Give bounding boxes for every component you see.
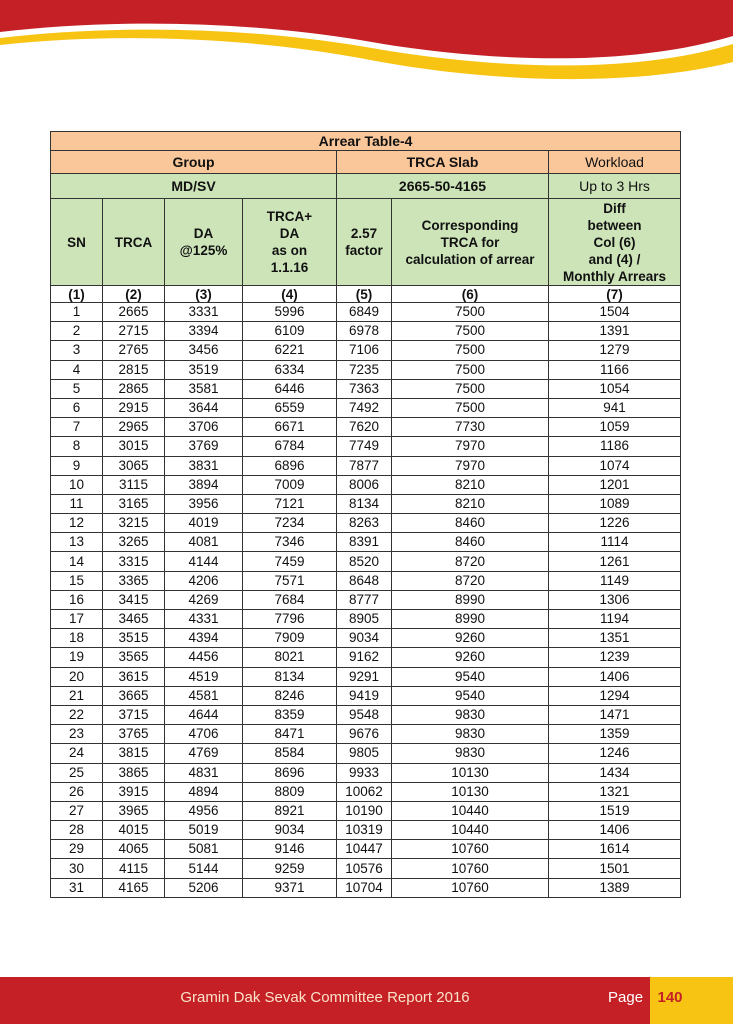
table-cell: 3894	[165, 475, 243, 494]
table-cell: 9540	[392, 686, 549, 705]
table-cell: 5081	[165, 840, 243, 859]
table-cell: 6978	[337, 322, 392, 341]
table-cell: 4065	[103, 840, 165, 859]
page-footer	[0, 977, 733, 1024]
table-cell: 20	[51, 667, 103, 686]
table-cell: 9548	[337, 705, 392, 724]
table-cell: 4519	[165, 667, 243, 686]
column-number: (7)	[549, 286, 681, 303]
table-cell: 2965	[103, 418, 165, 437]
table-cell: 2865	[103, 379, 165, 398]
column-number: (6)	[392, 286, 549, 303]
table-cell: 8809	[243, 782, 337, 801]
column-header-line: DA	[279, 226, 300, 241]
table-cell: 3394	[165, 322, 243, 341]
column-header	[165, 199, 243, 286]
table-cell: 9371	[243, 878, 337, 897]
table-row	[51, 552, 681, 571]
table-cell: 8520	[337, 552, 392, 571]
table-cell: 10760	[392, 859, 549, 878]
table-cell: 8777	[337, 590, 392, 609]
table-cell: 8990	[392, 610, 549, 629]
table-cell: 3581	[165, 379, 243, 398]
table-cell: 1226	[549, 514, 681, 533]
table-cell: 15	[51, 571, 103, 590]
table-cell: 1201	[549, 475, 681, 494]
top-banner-decoration	[0, 0, 733, 90]
table-cell: 10704	[337, 878, 392, 897]
table-row	[51, 821, 681, 840]
table-cell: 1501	[549, 859, 681, 878]
table-cell: 7346	[243, 533, 337, 552]
table-cell: 12	[51, 514, 103, 533]
table-cell: 3015	[103, 437, 165, 456]
table-cell: 3831	[165, 456, 243, 475]
table-cell: 4144	[165, 552, 243, 571]
table-cell: 3331	[165, 303, 243, 322]
table-cell: 3665	[103, 686, 165, 705]
column-header	[103, 199, 165, 286]
table-cell: 7730	[392, 418, 549, 437]
column-header-line: calculation of arrear	[405, 251, 535, 267]
table-cell: 3456	[165, 341, 243, 360]
table-cell: 9933	[337, 763, 392, 782]
table-cell: 1321	[549, 782, 681, 801]
table-cell: 9259	[243, 859, 337, 878]
table-row	[51, 782, 681, 801]
table-cell: 23	[51, 725, 103, 744]
table-cell: 10576	[337, 859, 392, 878]
table-cell: 9830	[392, 725, 549, 744]
table-row	[51, 629, 681, 648]
table-cell: 7909	[243, 629, 337, 648]
table-cell: 8584	[243, 744, 337, 763]
table-cell: 7684	[243, 590, 337, 609]
table-cell: 17	[51, 610, 103, 629]
table-cell: 3865	[103, 763, 165, 782]
table-cell: 1261	[549, 552, 681, 571]
table-cell: 8460	[392, 514, 549, 533]
table-cell: 3715	[103, 705, 165, 724]
table-cell: 1294	[549, 686, 681, 705]
table-cell: 7571	[243, 571, 337, 590]
table-cell: 6334	[243, 360, 337, 379]
table-cell: 2915	[103, 398, 165, 417]
table-cell: 7970	[392, 456, 549, 475]
table-cell: 7363	[337, 379, 392, 398]
arrear-table-container	[50, 131, 680, 898]
table-cell: 8921	[243, 801, 337, 820]
column-header-line: TRCA	[114, 234, 153, 250]
table-row	[51, 494, 681, 513]
table-row	[51, 705, 681, 724]
table-cell: 10	[51, 475, 103, 494]
table-row	[51, 341, 681, 360]
table-cell: 8648	[337, 571, 392, 590]
table-cell: 6849	[337, 303, 392, 322]
table-cell: 31	[51, 878, 103, 897]
table-cell: 3515	[103, 629, 165, 648]
table-cell: 3565	[103, 648, 165, 667]
table-cell: 6784	[243, 437, 337, 456]
table-cell: 1391	[549, 322, 681, 341]
column-header-line: TRCA for	[440, 234, 500, 250]
table-cell: 4456	[165, 648, 243, 667]
table-cell: 4	[51, 360, 103, 379]
table-cell: 5019	[165, 821, 243, 840]
column-header-line: between	[587, 217, 642, 233]
table-row	[51, 610, 681, 629]
table-cell: 4269	[165, 590, 243, 609]
table-cell: 3765	[103, 725, 165, 744]
table-row	[51, 667, 681, 686]
table-cell: 1434	[549, 763, 681, 782]
column-header-line: DA	[193, 226, 214, 241]
table-cell: 4165	[103, 878, 165, 897]
table-row	[51, 744, 681, 763]
table-cell: 3065	[103, 456, 165, 475]
column-header-line: @125%	[179, 243, 228, 258]
table-row	[51, 590, 681, 609]
table-cell: 7500	[392, 341, 549, 360]
table-row	[51, 398, 681, 417]
table-cell: 1186	[549, 437, 681, 456]
table-cell: 7121	[243, 494, 337, 513]
table-cell: 7500	[392, 379, 549, 398]
column-header-line: Col (6)	[593, 234, 636, 250]
table-cell: 6559	[243, 398, 337, 417]
table-cell: 1054	[549, 379, 681, 398]
table-cell: 941	[549, 398, 681, 417]
table-cell: 6221	[243, 341, 337, 360]
table-cell: 22	[51, 705, 103, 724]
table-cell: 9034	[243, 821, 337, 840]
column-number: (2)	[103, 286, 165, 303]
table-cell: 1	[51, 303, 103, 322]
table-row	[51, 801, 681, 820]
table-cell: 10440	[392, 801, 549, 820]
table-cell: 9260	[392, 629, 549, 648]
table-row	[51, 418, 681, 437]
table-cell: 8246	[243, 686, 337, 705]
table-cell: 8720	[392, 571, 549, 590]
column-header-line: TRCA+	[266, 209, 313, 224]
table-cell: 14	[51, 552, 103, 571]
table-cell: 8720	[392, 552, 549, 571]
table-cell: 2665	[103, 303, 165, 322]
table-cell: 7500	[392, 398, 549, 417]
table-cell: 7620	[337, 418, 392, 437]
table-cell: 4019	[165, 514, 243, 533]
table-cell: 9146	[243, 840, 337, 859]
table-cell: 7009	[243, 475, 337, 494]
table-cell: 2	[51, 322, 103, 341]
table-cell: 4581	[165, 686, 243, 705]
table-cell: 10062	[337, 782, 392, 801]
column-header	[392, 199, 549, 286]
table-row	[51, 456, 681, 475]
table-cell: 1246	[549, 744, 681, 763]
table-cell: 10760	[392, 840, 549, 859]
table-cell: 2815	[103, 360, 165, 379]
table-cell: 3	[51, 341, 103, 360]
table-cell: 9260	[392, 648, 549, 667]
column-number: (1)	[51, 286, 103, 303]
column-header-line: Corresponding	[421, 217, 519, 233]
table-cell: 3644	[165, 398, 243, 417]
table-cell: 6109	[243, 322, 337, 341]
table-cell: 19	[51, 648, 103, 667]
table-cell: 25	[51, 763, 103, 782]
table-cell: 1074	[549, 456, 681, 475]
table-cell: 18	[51, 629, 103, 648]
table-cell: 9830	[392, 705, 549, 724]
table-cell: 1471	[549, 705, 681, 724]
table-row	[51, 648, 681, 667]
column-header-line: and (4) /	[588, 251, 641, 267]
column-header	[337, 199, 392, 286]
table-row	[51, 725, 681, 744]
table-cell: 9676	[337, 725, 392, 744]
table-cell: 2765	[103, 341, 165, 360]
table-cell: 4769	[165, 744, 243, 763]
table-cell: 28	[51, 821, 103, 840]
table-cell: 1389	[549, 878, 681, 897]
table-cell: 1166	[549, 360, 681, 379]
table-cell: 3965	[103, 801, 165, 820]
table-row	[51, 360, 681, 379]
table-row	[51, 322, 681, 341]
column-header-row	[51, 199, 681, 286]
table-cell: 1114	[549, 533, 681, 552]
group-value: MD/SV	[51, 174, 337, 199]
table-cell: 3769	[165, 437, 243, 456]
table-cell: 3415	[103, 590, 165, 609]
table-cell: 8696	[243, 763, 337, 782]
table-row	[51, 571, 681, 590]
table-cell: 3315	[103, 552, 165, 571]
table-cell: 3465	[103, 610, 165, 629]
table-cell: 7970	[392, 437, 549, 456]
table-cell: 4081	[165, 533, 243, 552]
table-row	[51, 514, 681, 533]
table-cell: 3615	[103, 667, 165, 686]
table-cell: 10447	[337, 840, 392, 859]
table-cell: 3215	[103, 514, 165, 533]
table-cell: 4206	[165, 571, 243, 590]
table-cell: 4706	[165, 725, 243, 744]
table-cell: 7492	[337, 398, 392, 417]
table-cell: 6	[51, 398, 103, 417]
table-cell: 8006	[337, 475, 392, 494]
table-cell: 9162	[337, 648, 392, 667]
footer-report-title: Gramin Dak Sevak Committee Report 2016	[180, 989, 470, 1006]
table-cell: 1149	[549, 571, 681, 590]
table-cell: 1239	[549, 648, 681, 667]
table-cell: 8021	[243, 648, 337, 667]
table-cell: 10130	[392, 763, 549, 782]
table-cell: 8134	[243, 667, 337, 686]
table-cell: 7234	[243, 514, 337, 533]
column-number: (5)	[337, 286, 392, 303]
table-cell: 7500	[392, 303, 549, 322]
table-row	[51, 437, 681, 456]
table-cell: 4894	[165, 782, 243, 801]
table-cell: 16	[51, 590, 103, 609]
table-cell: 8	[51, 437, 103, 456]
table-cell: 8134	[337, 494, 392, 513]
column-header-line: 2.57	[350, 226, 378, 241]
table-cell: 1359	[549, 725, 681, 744]
table-cell: 9419	[337, 686, 392, 705]
table-row	[51, 859, 681, 878]
column-number: (4)	[243, 286, 337, 303]
workload-value: Up to 3 Hrs	[549, 174, 681, 199]
table-cell: 1194	[549, 610, 681, 629]
table-cell: 3115	[103, 475, 165, 494]
table-cell: 4331	[165, 610, 243, 629]
table-cell: 27	[51, 801, 103, 820]
table-cell: 4956	[165, 801, 243, 820]
column-header-line: Diff	[603, 200, 626, 216]
table-cell: 3915	[103, 782, 165, 801]
group-label: Group	[51, 151, 337, 174]
table-cell: 9540	[392, 667, 549, 686]
table-cell: 6446	[243, 379, 337, 398]
table-cell: 4115	[103, 859, 165, 878]
footer-page-label: Page	[608, 989, 644, 1006]
table-cell: 21	[51, 686, 103, 705]
table-cell: 1519	[549, 801, 681, 820]
workload-label: Workload	[549, 151, 681, 174]
slab-label: TRCA Slab	[337, 151, 549, 174]
column-header	[549, 199, 681, 286]
table-cell: 7235	[337, 360, 392, 379]
table-cell: 4394	[165, 629, 243, 648]
table-body	[51, 303, 681, 898]
table-cell: 1351	[549, 629, 681, 648]
table-row	[51, 379, 681, 398]
table-cell: 3956	[165, 494, 243, 513]
column-header-line: SN	[67, 234, 86, 250]
table-cell: 8460	[392, 533, 549, 552]
table-cell: 7500	[392, 322, 549, 341]
table-cell: 9	[51, 456, 103, 475]
table-cell: 2715	[103, 322, 165, 341]
table-cell: 7796	[243, 610, 337, 629]
column-header-line: factor	[345, 243, 383, 258]
column-header	[243, 199, 337, 286]
table-cell: 5144	[165, 859, 243, 878]
table-cell: 5206	[165, 878, 243, 897]
table-cell: 11	[51, 494, 103, 513]
table-cell: 9034	[337, 629, 392, 648]
table-cell: 10319	[337, 821, 392, 840]
table-cell: 10440	[392, 821, 549, 840]
table-cell: 1089	[549, 494, 681, 513]
table-cell: 7749	[337, 437, 392, 456]
table-row	[51, 533, 681, 552]
table-cell: 7877	[337, 456, 392, 475]
footer-page-number: 140	[657, 989, 683, 1006]
table-cell: 5	[51, 379, 103, 398]
table-cell: 10190	[337, 801, 392, 820]
table-cell: 8359	[243, 705, 337, 724]
table-row	[51, 475, 681, 494]
table-cell: 3265	[103, 533, 165, 552]
table-row	[51, 686, 681, 705]
table-cell: 7106	[337, 341, 392, 360]
table-cell: 30	[51, 859, 103, 878]
table-row	[51, 303, 681, 322]
column-header-line: as on	[271, 243, 308, 258]
table-cell: 4831	[165, 763, 243, 782]
table-cell: 9291	[337, 667, 392, 686]
table-cell: 26	[51, 782, 103, 801]
table-cell: 4644	[165, 705, 243, 724]
table-cell: 3519	[165, 360, 243, 379]
table-cell: 7	[51, 418, 103, 437]
table-cell: 8990	[392, 590, 549, 609]
table-cell: 1279	[549, 341, 681, 360]
table-cell: 9830	[392, 744, 549, 763]
column-header-line: Monthly Arrears	[563, 268, 667, 284]
table-cell: 1406	[549, 821, 681, 840]
table-cell: 1406	[549, 667, 681, 686]
table-cell: 6896	[243, 456, 337, 475]
table-cell: 1306	[549, 590, 681, 609]
table-cell: 9805	[337, 744, 392, 763]
column-header	[51, 199, 103, 286]
table-title: Arrear Table-4	[51, 132, 681, 151]
table-cell: 4015	[103, 821, 165, 840]
table-row	[51, 763, 681, 782]
table-cell: 3815	[103, 744, 165, 763]
table-cell: 6671	[243, 418, 337, 437]
table-cell: 8391	[337, 533, 392, 552]
table-cell: 8263	[337, 514, 392, 533]
table-cell: 8905	[337, 610, 392, 629]
table-cell: 8471	[243, 725, 337, 744]
table-cell: 5996	[243, 303, 337, 322]
table-cell: 7500	[392, 360, 549, 379]
column-number-row	[51, 286, 681, 303]
table-cell: 8210	[392, 475, 549, 494]
table-row	[51, 878, 681, 897]
table-cell: 10130	[392, 782, 549, 801]
slab-value: 2665-50-4165	[337, 174, 549, 199]
table-cell: 1614	[549, 840, 681, 859]
column-header-line: 1.1.16	[270, 260, 309, 275]
table-cell: 3365	[103, 571, 165, 590]
table-cell: 8210	[392, 494, 549, 513]
table-cell: 29	[51, 840, 103, 859]
table-cell: 3706	[165, 418, 243, 437]
table-cell: 13	[51, 533, 103, 552]
table-cell: 24	[51, 744, 103, 763]
table-cell: 1504	[549, 303, 681, 322]
column-number: (3)	[165, 286, 243, 303]
arrear-table	[50, 131, 681, 898]
table-cell: 7459	[243, 552, 337, 571]
table-cell: 3165	[103, 494, 165, 513]
table-row	[51, 840, 681, 859]
table-cell: 1059	[549, 418, 681, 437]
table-cell: 10760	[392, 878, 549, 897]
